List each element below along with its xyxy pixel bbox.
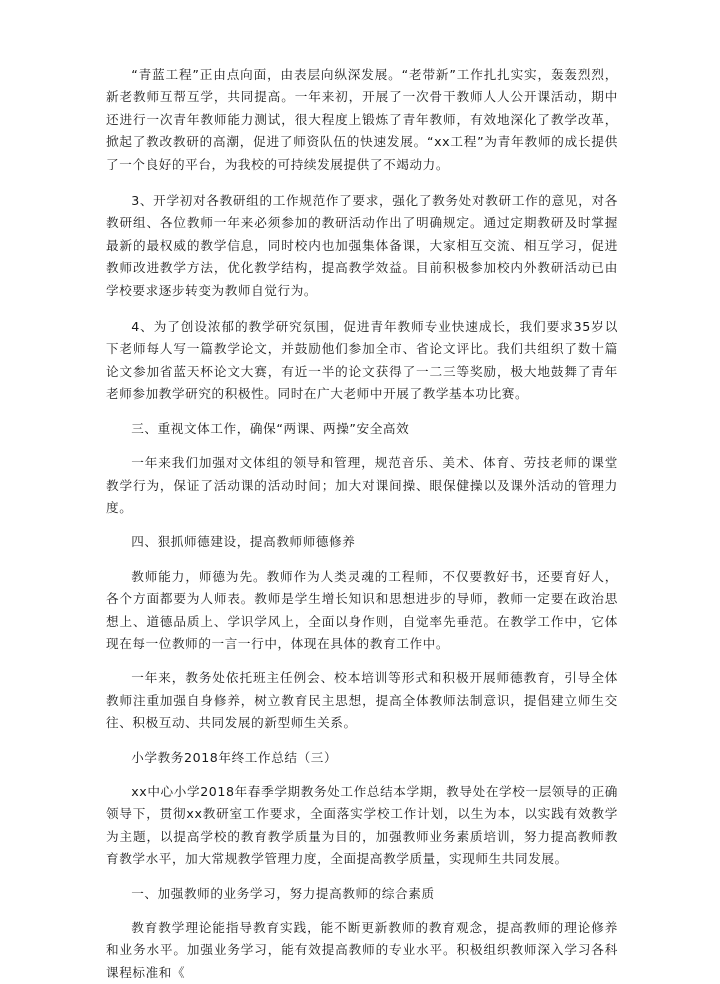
paragraph-sports-arts: 一年来我们加强对文体组的领导和管理，规范音乐、美术、体育、劳技老师的课堂教学行为，保证了活动课的活动时间；加大对课间操、眼保健操以及课外活动的管理力度。 bbox=[106, 455, 618, 515]
paragraph-gap bbox=[106, 735, 618, 747]
paragraph-semester-summary: xx中心小学2018年春季学期教务处工作总结本学期，教导处在学校一层领导的正确领导下，贯彻xx教研室工作要求，全面落实学校工作计划，以生为本，以实践有效教学为主题，以提高学校的教育教学质量为目的，加强教师业务素质培训，努力提高教师教育教学水平，加大常规教学管理力度，全面提高教学质量，实现师生共同发展。 bbox=[106, 783, 618, 867]
paragraph-gap bbox=[106, 176, 618, 190]
paragraph-gap bbox=[106, 302, 618, 316]
section-heading-teacher-ethics: 四、狠抓师德建设，提高教师师德修养 bbox=[131, 534, 356, 550]
paragraph-gap bbox=[106, 871, 618, 883]
section-heading-teacher-study: 一、加强教师的业务学习，努力提高教师的综合素质 bbox=[131, 885, 435, 901]
paragraph-gap bbox=[106, 519, 618, 531]
document-subtitle: 小学教务2018年终工作总结（三） bbox=[131, 749, 338, 765]
paragraph-gap bbox=[106, 406, 618, 418]
paragraph-gap bbox=[106, 554, 618, 566]
paragraph-teaching-papers: 4、为了创设浓郁的教学研究氛围，促进青年教师专业快速成长，我们要求35岁以下老师每人写一篇教学论文，并鼓励他们参加全市、省论文评比。我们共组织了数十篇论文参加省蓝天杯论文大赛，有近一半的论文获得了一二三等奖励，极大地鼓舞了青年老师参加教学研究的积极性。同时在广大老师中开展了教学基本功比赛。 bbox=[106, 319, 618, 402]
paragraph-teacher-study: 教育教学理论能指导教育实践，能不断更新教师的教育观念，提高教师的理论修养和业务水平。加强业务学习，能有效提高教师的专业水平。积极组织教师深入学习各科课程标准和《 bbox=[106, 920, 618, 980]
paragraph-gap bbox=[106, 905, 618, 917]
document-page bbox=[106, 64, 618, 984]
paragraph-gap bbox=[106, 655, 618, 667]
paragraph-teacher-ethics: 教师能力，师德为先。教师作为人类灵魂的工程师，不仅要教好书，还要育好人，各个方面都要为人师表。教师是学生增长知识和思想进步的导师，教师一定要在政治思想上、道德品质上、学识学风上，全面以身作则，自觉率先垂范。在教学工作中，它体现在每一位教师的一言一行中，体现在具体的教育工作中。 bbox=[106, 568, 618, 651]
paragraph-gap bbox=[106, 440, 618, 452]
section-heading-sports-arts: 三、重视文体工作，确保“两课、两操”安全高效 bbox=[131, 420, 410, 436]
paragraph-teaching-research-norms: 3、开学初对各教研组的工作规范作了要求，强化了教务处对教研工作的意见，对各教研组、各位教师一年来必须参加的教研活动作出了明确规定。通过定期教研及时掌握最新的最权威的教学信息，同时校内也加强集体备课，大家相互交流、相互学习，促进教师改进教学方法，优化教学结构，提高教学效益。目前积极参加校内外教研活动已由学校要求逐步转变为教师自觉行为。 bbox=[106, 193, 618, 298]
paragraph-ethics-education: 一年来，教务处依托班主任例会、校本培训等形式和积极开展师德教育，引导全体教师注重加强自身修养，树立教育民主思想，提高全体教师法制意识，提倡建立师生交往、积极互动、共同发展的新型师生关系。 bbox=[106, 670, 618, 731]
paragraph-qinglan-project: “青蓝工程”正由点向面，由表层向纵深发展。“老带新”工作扎扎实实，轰轰烈烈，新老教师互帮互学，共同提高。一年来初，开展了一次骨干教师人人公开课活动，期中还进行一次青年教师能力测试，很大程度上锻炼了青年教师，有效地深化了教学改革，掀起了教改教研的高潮，促进了师资队伍的快速发展。“xx工程”为青年教师的成长提供了一个良好的平台，为我校的可持续发展提供了不竭动力。 bbox=[106, 67, 618, 172]
paragraph-gap bbox=[106, 769, 618, 781]
